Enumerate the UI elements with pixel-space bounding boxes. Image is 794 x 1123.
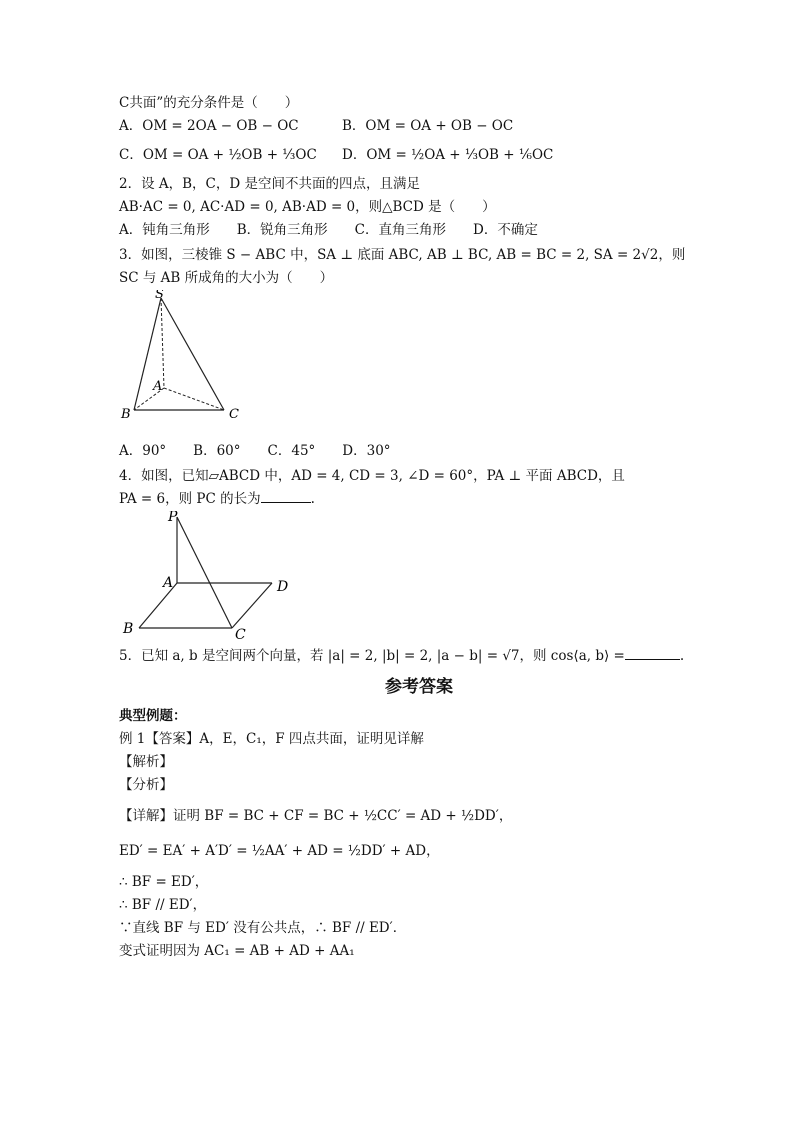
edge-ac (164, 388, 224, 410)
label-c: C (235, 627, 246, 639)
q1-stem: C共面”的充分条件是（ ） (119, 95, 299, 111)
q4-parallelogram-figure (119, 511, 719, 639)
example-1-answer: 例 1【答案】A，E，C₁，F 四点共面，证明见详解 (119, 731, 424, 747)
q5-answer-blank (625, 645, 680, 660)
q5-stem: 5．已知 a, b 是空间两个向量，若 |a| = 2, |b| = 2, |a − b| = √7，则 cos⟨a, b⟩ = (119, 648, 625, 664)
edge-dc (232, 583, 272, 628)
q4-answer-blank (261, 488, 311, 503)
q1-option-d: D．OM = ½OA + ⅓OB + ⅙OC (342, 147, 554, 163)
answers-title: 参考答案 (385, 677, 453, 697)
proof-line-3: ∴ BF = ED′， (119, 874, 209, 890)
q1-options-ab (119, 115, 719, 138)
q3-options: A．90° B．60° C．45° D．30° (119, 443, 391, 459)
proof-line-1: 【详解】证明 BF = BC + CF = BC + ½CC′ = AD + ½DD′， (119, 808, 513, 824)
label-a: A (153, 379, 163, 394)
label-a: A (163, 575, 174, 591)
edge-pc (177, 517, 232, 628)
label-d: D (277, 579, 289, 595)
label-b: B (123, 621, 134, 637)
label-c: C (229, 407, 239, 422)
proof-line-2: ED′ = EA′ + A′D′ = ½AA′ + AD = ½DD′ + AD， (119, 843, 440, 859)
q3-stem: 3．如图，三棱锥 S − ABC 中，SA ⊥ 底面 ABC, AB ⊥ BC, AB = BC = 2, SA = 2√2，则 (119, 247, 686, 263)
analysis-tag: 【解析】 (119, 754, 173, 770)
q4-stem-2-row (119, 488, 719, 511)
section-heading: 典型例题： (119, 708, 187, 724)
variant-proof: 变式证明因为 AC₁ = AB + AD + AA₁ (119, 943, 355, 959)
label-p: P (168, 511, 178, 525)
label-b: B (121, 407, 131, 422)
label-s: S (155, 290, 164, 302)
q1-option-c: C．OM = OA + ½OB + ⅓OC (119, 147, 317, 163)
proof-line-4: ∴ BF // ED′， (119, 897, 207, 913)
q2-options: A．钝角三角形 B．锐角三角形 C．直角三角形 D．不确定 (119, 222, 538, 238)
document-page (119, 92, 719, 963)
q5-end: . (679, 648, 685, 664)
parallelogram-diagram (119, 511, 319, 639)
q4-stem: 4．如图，已知▱ABCD 中，AD = 4, CD = 3, ∠D = 60°，PA ⊥ 平面 ABCD，且 (119, 468, 625, 484)
q1-option-b: B．OM = OA + OB − OC (342, 118, 514, 134)
q3-stem-2: SC 与 AB 所成角的大小为（ ） (119, 270, 334, 286)
edge-sc (161, 298, 224, 410)
edge-sa (161, 298, 164, 388)
proof-line-5: ∵直线 BF 与 ED′ 没有公共点，∴ BF // ED′． (119, 920, 407, 936)
q5-row (119, 645, 719, 668)
q4-end: . (310, 491, 315, 507)
q1-options-cd (119, 144, 719, 167)
q2-stem: 2．设 A，B，C，D 是空间不共面的四点，且满足 (119, 176, 420, 192)
q1-option-a: A．OM = 2OA − OB − OC (119, 118, 299, 134)
pyramid-diagram (119, 290, 259, 440)
reasoning-tag: 【分析】 (119, 777, 173, 793)
q3-pyramid-figure (119, 290, 719, 440)
q2-condition: AB·AC = 0, AC·AD = 0, AB·AD = 0，则△BCD 是（ ） (119, 199, 496, 215)
q4-stem-2: PA = 6，则 PC 的长为 (119, 491, 261, 507)
